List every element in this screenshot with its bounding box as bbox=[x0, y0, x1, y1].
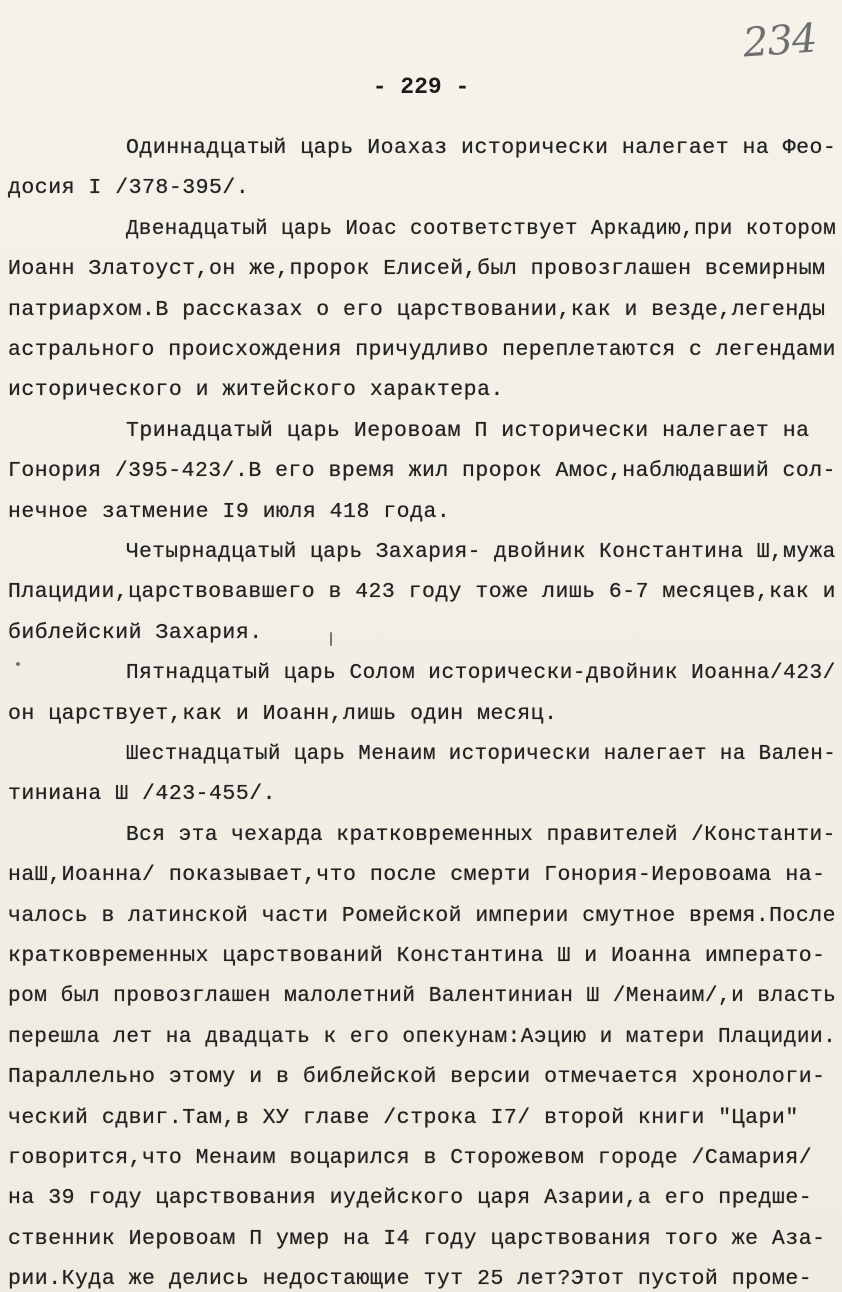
text-line: наШ,Иоанна/ показывает,что после смерти Гонория-Иеровоама на- bbox=[8, 863, 826, 888]
text-line: нечное затмение I9 июля 418 года. bbox=[8, 499, 451, 524]
text-line: ром был провозглашен малолетний Валентиниан Ш /Менаим/,и власть bbox=[8, 984, 837, 1009]
text-line: библейский Захария. bbox=[8, 620, 263, 645]
paper-speck bbox=[16, 662, 20, 666]
text-line: кратковременных царствований Константина Ш и Иоанна императо- bbox=[8, 944, 826, 968]
text-line: Иоанн Златоуст,он же,пророк Елисей,был провозглашен всемирным bbox=[8, 257, 826, 282]
text-line: исторического и житейского характера. bbox=[8, 378, 504, 403]
text-line: Пятнадцатый царь Солом исторически-двойник Иоанна/423/ bbox=[126, 661, 836, 686]
text-line: Гонория /395-423/.В его время жил пророк Амос,наблюдавший сол- bbox=[8, 459, 836, 484]
paper-mark bbox=[330, 632, 332, 646]
text-line: тиниана Ш /423-455/. bbox=[8, 782, 277, 807]
text-line: перешла лет на двадцать к его опекунам:Аэцию и матери Плацидии. bbox=[8, 1024, 837, 1049]
text-line: говорится,что Менаим воцарился в Сторожевом городе /Самария/ bbox=[8, 1146, 813, 1170]
text-line: ственник Иеровоам П умер на I4 году царствования того же Аза- bbox=[8, 1226, 826, 1251]
text-line: он царствует,как и Иоанн,лишь один месяц. bbox=[8, 701, 558, 726]
text-line: Вся эта чехарда кратковременных правителей /Константи- bbox=[126, 822, 836, 847]
text-line: патриархом.В рассказах о его царствовании,как и везде,легенды bbox=[8, 297, 826, 322]
text-line: Плацидии,царствовавшего в 423 году тоже лишь 6-7 месяцев,как и bbox=[8, 580, 836, 605]
text-line: чалось в латинской части Ромейской империи смутное время.После bbox=[8, 903, 836, 928]
text-line: рии.Куда же делись недостающие тут 25 лет?Этот пустой проме- bbox=[8, 1267, 813, 1292]
text-line: на 39 году царствования иудейского царя Азарии,а его предше- bbox=[8, 1186, 813, 1211]
text-line: досия I /378-395/. bbox=[8, 176, 250, 201]
page-number: - 229 - bbox=[372, 74, 470, 100]
text-line: Шестнадцатый царь Менаим исторически налегает на Вален- bbox=[126, 742, 837, 766]
text-line: Одиннадцатый царь Иоахаз исторически налегает на Фео- bbox=[126, 136, 837, 160]
text-line: астрального происхождения причудливо переплетаются с легендами bbox=[8, 338, 836, 362]
text-line: Двенадцатый царь Иоас соответствует Аркадию,при котором bbox=[126, 216, 837, 241]
text-line: ческий сдвиг.Там,в ХУ главе /строка I7/ второй книги "Цари" bbox=[8, 1105, 799, 1130]
text-line: Тринадцатый царь Иеровоам П исторически налегает на bbox=[126, 418, 810, 443]
text-line: Параллельно этому и в библейской версии отмечается хронологи- bbox=[8, 1065, 826, 1090]
archive-page-mark: 234 bbox=[741, 15, 818, 67]
text-line: Четырнадцатый царь Захария- двойник Константина Ш,мужа bbox=[126, 540, 836, 564]
